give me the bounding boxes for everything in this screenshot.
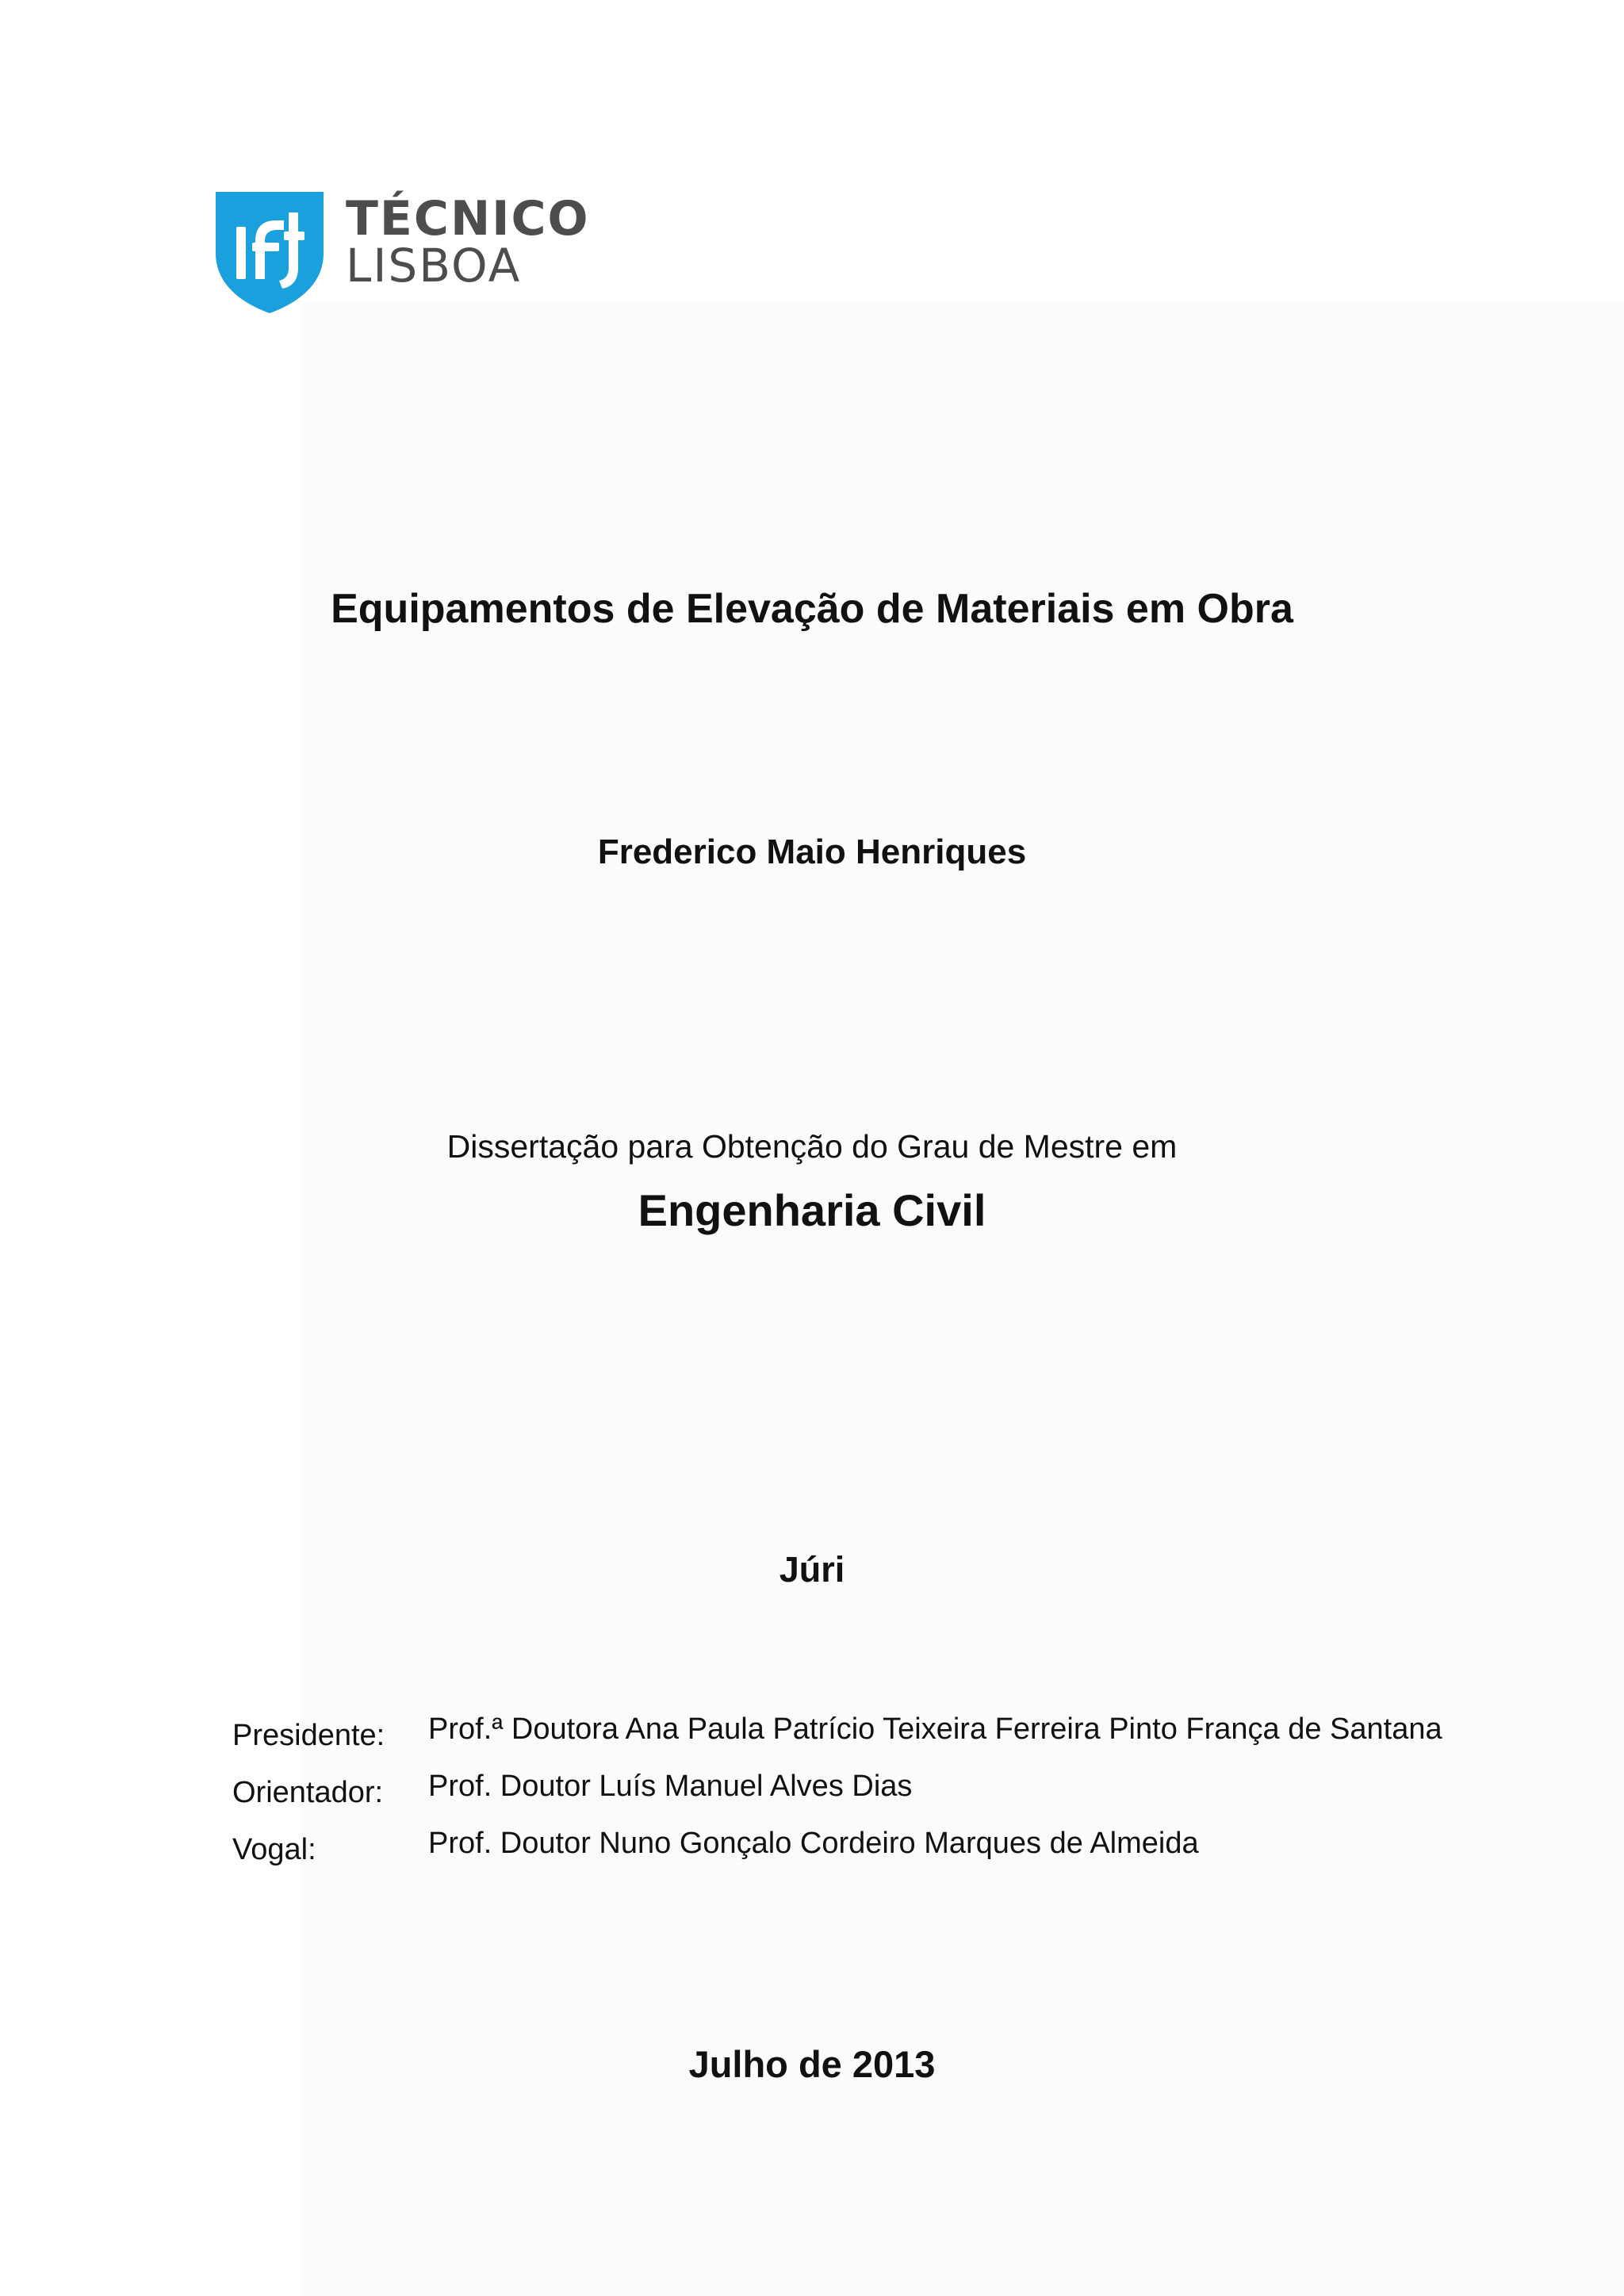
ist-shield-icon	[216, 192, 324, 313]
submission-date: Julho de 2013	[688, 2043, 936, 2085]
jury-member-name: Prof. Doutor Luís Manuel Alves Dias	[428, 1770, 913, 1803]
institution-logo	[216, 191, 590, 315]
jury-member-name: Prof.ª Doutora Ana Paula Patrício Teixeira Ferreira Pinto França de Santana	[428, 1712, 1442, 1746]
degree-statement: Dissertação para Obtenção do Grau de Mestre em	[446, 1128, 1178, 1165]
jury-row-presidente	[232, 1712, 1501, 1770]
jury-role: Vogal:	[232, 1833, 316, 1866]
jury-role: Presidente:	[232, 1719, 385, 1752]
author-name: Frederico Maio Henriques	[597, 832, 1027, 871]
logo-wordmark	[346, 191, 590, 293]
jury-row-orientador	[232, 1770, 1501, 1827]
logo-line-lisboa: LISBOA	[346, 239, 522, 293]
jury-list	[232, 1712, 1501, 1884]
jury-role: Orientador:	[232, 1776, 384, 1809]
thesis-title: Equipamentos de Elevação de Materiais em Obra	[331, 586, 1293, 632]
jury-row-vogal	[232, 1827, 1501, 1884]
logo-line-tecnico: TÉCNICO	[346, 191, 590, 247]
jury-heading: Júri	[779, 1549, 845, 1590]
jury-member-name: Prof. Doutor Nuno Gonçalo Cordeiro Marques de Almeida	[428, 1827, 1199, 1860]
degree-name: Engenharia Civil	[638, 1185, 986, 1235]
